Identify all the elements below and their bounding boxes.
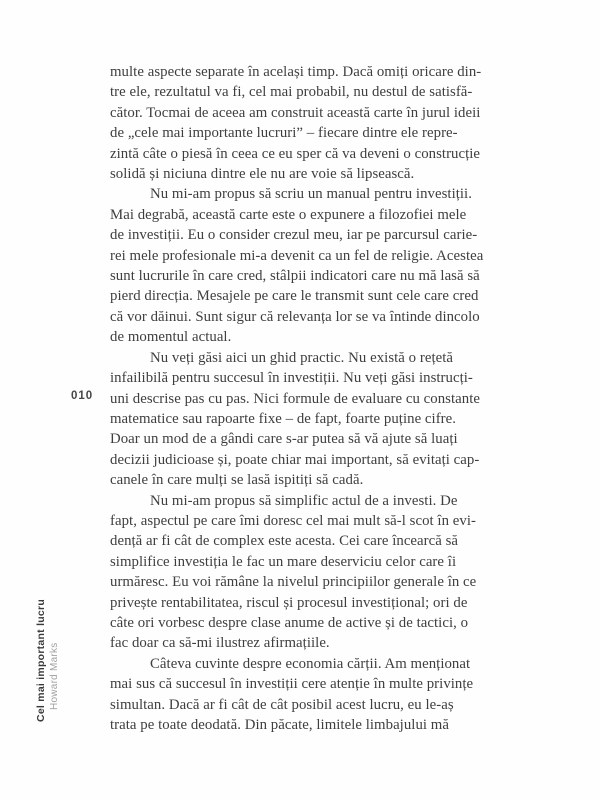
text-line: câte ori vorbesc despre clase anume de active și de tactici, o	[110, 614, 469, 631]
text-line: rei mele profesionale mi-a devenit ca un fel de religie. Acestea	[110, 247, 484, 264]
paragraph	[110, 62, 483, 184]
paragraph	[110, 184, 483, 347]
text-line: simultan. Dacă ar fi cât de cât posibil acest lucru, eu le-aș	[110, 696, 454, 713]
text-line: urmăresc. Eu voi rămâne la nivelul principiilor generale în ce	[110, 574, 477, 591]
paragraph	[110, 654, 483, 736]
text-line: de momentul actual.	[110, 329, 232, 346]
text-line: uni descrise pas cu pas. Nici formule de evaluare cu constante	[110, 390, 481, 407]
margin-vertical-meta	[35, 599, 61, 722]
text-line: infailibilă pentru succesul în investiții. Nu veți găsi instrucți-	[110, 370, 473, 387]
text-line: Nu mi-am propus să simplific actul de a investi. De	[150, 492, 458, 509]
body-text	[110, 62, 483, 735]
text-line: tre ele, rezultatul va fi, cel mai probabil, nu destul de satisfă-	[110, 84, 473, 101]
text-line: fapt, aspectul pe care îmi doresc cel mai mult să-l scot în evi-	[110, 512, 476, 529]
text-line: privește rentabilitatea, riscul și procesul investițional; ori de	[110, 594, 468, 611]
text-line: canele în care mulți se lasă ispitiți să cadă.	[110, 472, 364, 489]
text-line: mai sus că succesul în investiții cere atenție în multe privințe	[110, 676, 474, 693]
text-line: decizii judicioase și, poate chiar mai important, să evitați cap-	[110, 451, 480, 468]
text-line: fac doar ca să-mi ilustrez afirmațiile.	[110, 635, 330, 652]
text-line: solidă și niciuna dintre ele nu are voie să lipsească.	[110, 166, 415, 183]
text-line: pierd direcția. Mesajele pe care le transmit sunt cele care cred	[110, 288, 479, 305]
text-line: multe aspecte separate în același timp. Dacă omiți oricare din-	[110, 64, 482, 80]
text-line: Nu veți găsi aici un ghid practic. Nu există o rețetă	[150, 349, 454, 366]
text-line: Nu mi-am propus să scriu un manual pentru investiții.	[150, 186, 472, 203]
text-line: Mai degrabă, această carte este o expunere a filozofiei mele	[110, 206, 467, 223]
text-line: de „cele mai importante lucruri” – fiecare dintre ele repre-	[110, 125, 458, 142]
text-line: zintă câte o piesă în ceea ce eu sper că va deveni o construcție	[110, 145, 481, 162]
text-line: că vor dăinui. Sunt sigur că relevanța lor se va întinde dincolo	[110, 308, 480, 325]
book-author: Howard Marks	[49, 642, 60, 710]
text-line: de investiții. Eu o consider crezul meu, iar pe parcursul carie-	[110, 227, 478, 244]
text-line: trata pe toate deodată. Din păcate, limitele limbajului mă	[110, 717, 449, 733]
page-number: 010	[71, 390, 94, 402]
text-line: dență ar fi cât de complex este acesta. Cei care încearcă să	[110, 533, 459, 550]
paragraph	[110, 348, 483, 491]
text-line: cător. Tocmai de aceea am construit această carte în jurul ideii	[110, 104, 481, 121]
text-line: matematice sau rapoarte fixe – de fapt, foarte puține cifre.	[110, 410, 457, 427]
text-line: Câteva cuvinte despre economia cărții. Am menționat	[150, 655, 471, 672]
text-line: Doar un mod de a gândi care s-ar putea să vă ajute să luați	[110, 431, 458, 448]
text-line: simplifice investiția le fac un mare deserviciu celor care îi	[110, 553, 457, 570]
paragraph	[110, 491, 483, 654]
book-title: Cel mai important lucru	[35, 598, 47, 722]
text-line: sunt lucrurile în care cred, stâlpii indicatori care nu mă lasă să	[110, 268, 480, 285]
